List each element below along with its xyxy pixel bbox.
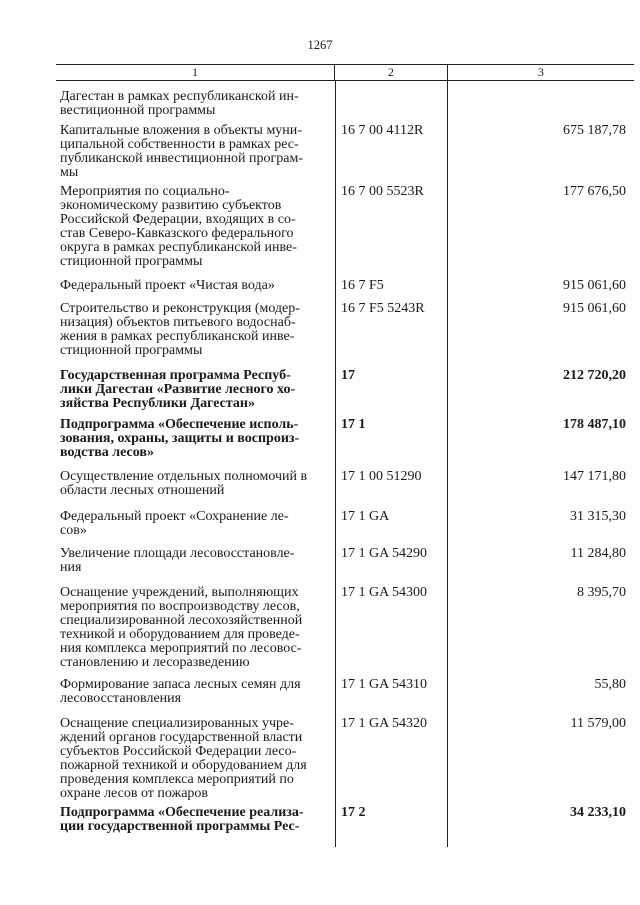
header-col-3: 3 (447, 65, 634, 80)
table-row (56, 90, 634, 118)
table-row (56, 302, 634, 358)
table-row (56, 279, 634, 293)
row-code: 17 1 GA (341, 509, 390, 524)
table-row (56, 717, 634, 801)
row-name: Оснащение учреждений, выполняющих мероприятия по воспроизводству лесов, специализированной лесохозяйственной техникой и оборудованием для проведе- ния комплекса мероприятий по лесовос- становлению и лесоразведению (60, 585, 303, 670)
row-amount: 177 676,50 (563, 184, 626, 199)
row-name: Осуществление отдельных полномочий в области лесных отношений (60, 469, 308, 498)
row-code: 17 1 00 51290 (341, 469, 422, 484)
row-amount: 915 061,60 (563, 278, 626, 293)
row-code: 16 7 F5 (341, 278, 384, 293)
table-row (56, 586, 634, 670)
row-code: 16 7 00 5523R (341, 184, 424, 199)
row-name: Мероприятия по социально- экономическому развитию субъектов Российской Федерации, входящих в со- став Северо-Кавказского федерального округа в рамках республиканской инве- стиционной программы (60, 184, 297, 269)
row-name: Федеральный проект «Сохранение ле- сов» (60, 509, 289, 538)
row-code: 17 1 GA 54300 (341, 585, 427, 600)
row-code: 16 7 00 4112R (341, 123, 424, 138)
row-amount: 8 395,70 (577, 585, 626, 600)
header-col-1: 1 (192, 65, 199, 79)
row-amount: 11 284,80 (570, 546, 626, 561)
page-number: 1267 (307, 38, 333, 52)
row-amount: 147 171,80 (563, 469, 626, 484)
table-row (56, 418, 634, 460)
row-amount: 675 187,78 (563, 123, 626, 138)
row-amount: 31 315,30 (570, 509, 626, 524)
row-name: Подпрограмма «Обеспечение исполь- зования, охраны, защиты и воспроиз- водства лесов» (60, 417, 300, 460)
row-code: 17 1 GA 54310 (341, 677, 427, 692)
row-code: 16 7 F5 5243R (341, 301, 425, 316)
row-amount: 178 487,10 (563, 417, 626, 432)
table-row (56, 369, 634, 411)
row-code: 17 1 (341, 417, 366, 432)
row-name: Государственная программа Респуб- лики Дагестан «Развитие лесного хо- зяйства Республики Дагестан» (60, 368, 296, 411)
row-code: 17 1 GA 54290 (341, 546, 427, 561)
row-name: Формирование запаса лесных семян для лесовосстановления (60, 677, 301, 706)
header-col-2: 2 (334, 65, 447, 80)
table-row (56, 806, 634, 834)
row-name: Оснащение специализированных учре- ждений органов государственной власти субъектов Российской Федерации лесо- пожарной техникой и оборудованием для проведения комплекса мероприятий по охране лесов от пожаров (60, 716, 307, 801)
row-name: Дагестан в рамках республиканской ин- вестиционной программы (60, 89, 299, 118)
row-amount: 55,80 (594, 677, 626, 692)
row-amount: 915 061,60 (563, 301, 626, 316)
budget-table (56, 64, 634, 847)
row-amount (447, 90, 634, 118)
row-code: 17 (341, 368, 355, 383)
table-body (56, 81, 634, 847)
table-row (56, 547, 634, 575)
row-amount: 212 720,20 (563, 368, 626, 383)
row-amount: 11 579,00 (570, 716, 626, 731)
row-name: Подпрограмма «Обеспечение реализа- ции государственной программы Рес- (60, 805, 304, 834)
table-row (56, 678, 634, 706)
row-name: Увеличение площади лесовосстановле- ния (60, 546, 295, 575)
table-row (56, 185, 634, 269)
row-code: 17 1 GA 54320 (341, 716, 427, 731)
row-name: Федеральный проект «Чистая вода» (60, 278, 275, 293)
row-name: Капитальные вложения в объекты муни- ципальной собственности в рамках рес- публиканской инвестиционной програм- мы (60, 123, 303, 180)
row-code: 17 2 (341, 805, 366, 820)
table-row (56, 124, 634, 180)
row-amount: 34 233,10 (570, 805, 626, 820)
row-code (335, 90, 447, 118)
table-header (56, 64, 634, 81)
row-name: Строительство и реконструкция (модер- низация) объектов питьевого водоснаб- жения в рамках республиканской инве- стиционной программы (60, 301, 300, 358)
table-row (56, 470, 634, 498)
table-row (56, 510, 634, 538)
